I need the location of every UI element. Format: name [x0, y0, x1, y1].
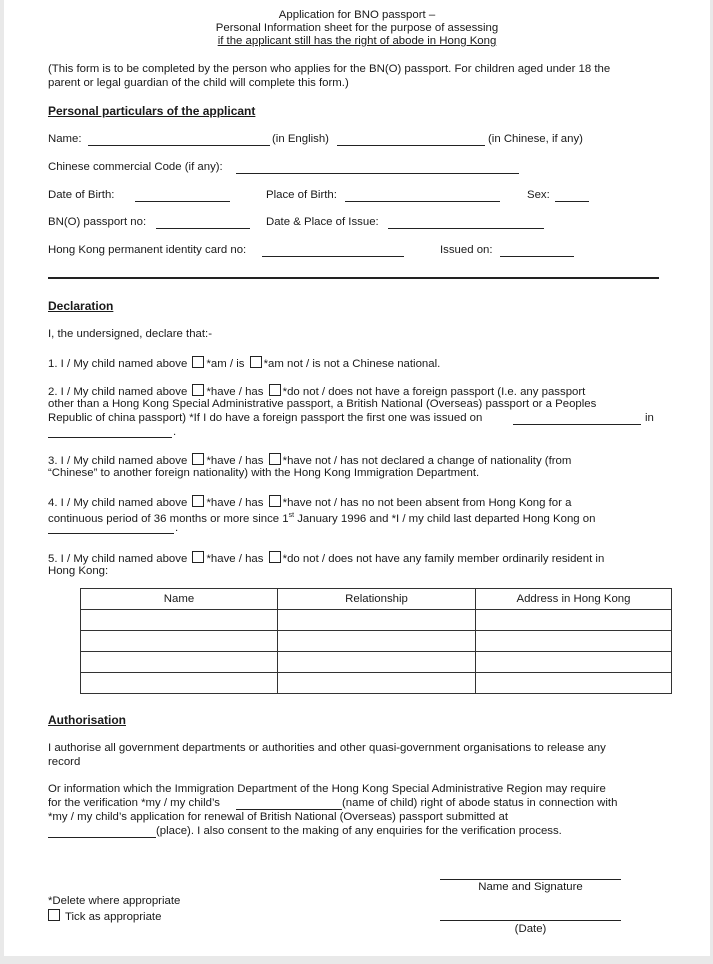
- item-2-line-3: Republic of china passport) *If I do have a foreign passport the first one was issued on: [48, 412, 483, 424]
- item-2-prefix: 2. I / My child named above: [48, 386, 188, 398]
- table-row: [81, 673, 672, 694]
- issue-label: Date & Place of Issue:: [266, 216, 379, 228]
- item-4-line-2a: continuous period of 36 months or more since 1: [48, 512, 289, 525]
- item-5-prefix: 5. I / My child named above: [48, 553, 188, 565]
- table-cell-address[interactable]: [476, 673, 672, 694]
- delete-note: *Delete where appropriate: [48, 895, 181, 907]
- tick-note: [48, 909, 161, 925]
- name-signature-field[interactable]: [440, 879, 621, 880]
- item-2-option-have: *have / has: [206, 386, 264, 398]
- table-row: [81, 610, 672, 631]
- item-4-prefix: 4. I / My child named above: [48, 497, 188, 509]
- item-2-end: .: [173, 426, 177, 438]
- item-2-checkbox-have[interactable]: [192, 384, 204, 396]
- item-2-in-word: in: [645, 412, 654, 424]
- date-label: (Date): [514, 923, 547, 935]
- table-cell-name[interactable]: [81, 673, 278, 694]
- item-4-option-have: *have / has: [206, 497, 264, 509]
- column-header-name: Name: [81, 589, 278, 610]
- table-row: [81, 652, 672, 673]
- table-cell-name[interactable]: [81, 652, 278, 673]
- pob-label: Place of Birth:: [266, 189, 337, 201]
- table-cell-relationship[interactable]: [278, 610, 476, 631]
- item-5-checkbox-do-not[interactable]: [269, 551, 281, 563]
- authorisation-p2-line-3: *my / my child’s application for renewal of British National (Overseas) passport submitted at: [48, 811, 509, 823]
- column-header-relationship: Relationship: [278, 589, 476, 610]
- item-4-checkbox-have[interactable]: [192, 495, 204, 507]
- issue-field[interactable]: [388, 228, 544, 229]
- item-4-superscript: st: [288, 512, 295, 519]
- in-english-label: (in English): [272, 133, 329, 145]
- table-cell-relationship[interactable]: [278, 652, 476, 673]
- passport-label: BN(O) passport no:: [48, 216, 147, 228]
- item-3-option-have-not: *have not / has not declared a change of nationality (from: [282, 455, 572, 467]
- form-title: Application for BNO passport –: [278, 9, 436, 21]
- item-3-line-2: “Chinese” to another foreign nationality) with the Hong Kong Immigration Department.: [48, 467, 480, 479]
- item-2-line-2: other than a Hong Kong Special Administrative passport, a British National (Overseas) passport or a Peoples: [48, 398, 597, 410]
- item-5-option-have: *have / has: [206, 553, 264, 565]
- date-field[interactable]: [440, 920, 621, 921]
- form-subtitle: Personal Information sheet for the purpose of assessing: [215, 22, 499, 34]
- issued-on-field[interactable]: [500, 256, 574, 257]
- form-page: [4, 0, 710, 956]
- authorisation-p2-line-2a: for the verification *my / my child’s: [48, 797, 220, 809]
- table-cell-name[interactable]: [81, 631, 278, 652]
- table-cell-name[interactable]: [81, 610, 278, 631]
- item-1-checkbox-am[interactable]: [192, 356, 204, 368]
- item-4-option-have-not: *have not / has no not been absent from Hong Kong for a: [282, 497, 572, 509]
- table-cell-relationship[interactable]: [278, 673, 476, 694]
- item-1-option-am-not: *am not / is not a Chinese national.: [263, 358, 441, 370]
- hkid-label: Hong Kong permanent identity card no:: [48, 244, 247, 256]
- item-5-line-2: Hong Kong:: [48, 565, 109, 577]
- name-signature-label: Name and Signature: [478, 881, 583, 893]
- intro-line-2: parent or legal guardian of the child will complete this form.): [48, 77, 349, 89]
- ccc-field[interactable]: [236, 173, 519, 174]
- section-heading-particulars: Personal particulars of the applicant: [48, 104, 256, 118]
- last-departed-date-field[interactable]: [48, 533, 174, 534]
- declaration-item-5: [48, 551, 604, 567]
- item-1-checkbox-am-not[interactable]: [250, 356, 262, 368]
- item-2-checkbox-do-not[interactable]: [269, 384, 281, 396]
- item-4-checkbox-have-not[interactable]: [269, 495, 281, 507]
- item-1-prefix: 1. I / My child named above: [48, 358, 188, 370]
- item-5-option-do-not: *do not / does not have any family member ordinarily resident in: [282, 553, 605, 565]
- table-header-row: [81, 589, 672, 610]
- in-chinese-label: (in Chinese, if any): [488, 133, 583, 145]
- item-4-end: .: [175, 522, 179, 534]
- item-3-checkbox-have-not[interactable]: [269, 453, 281, 465]
- authorisation-p2-line-4: (place). I also consent to the making of any enquiries for the verification process.: [156, 825, 562, 837]
- table-cell-address[interactable]: [476, 652, 672, 673]
- family-members-table: [80, 588, 672, 694]
- name-english-field[interactable]: [88, 145, 270, 146]
- child-name-field[interactable]: [236, 809, 342, 810]
- passport-field[interactable]: [156, 228, 250, 229]
- item-3-prefix: 3. I / My child named above: [48, 455, 188, 467]
- foreign-passport-place-field[interactable]: [48, 437, 172, 438]
- item-4-line-2: [48, 509, 595, 526]
- ccc-label: Chinese commercial Code (if any):: [48, 161, 223, 173]
- column-header-address: Address in Hong Kong: [476, 589, 672, 610]
- item-3-checkbox-have[interactable]: [192, 453, 204, 465]
- declaration-item-1: [48, 356, 440, 372]
- pob-field[interactable]: [345, 201, 500, 202]
- authorisation-p1-line-1: I authorise all government departments or authorities and other quasi-government organisations to release any: [48, 742, 606, 754]
- authorisation-p2-line-2b: (name of child) right of abode status in connection with: [342, 797, 618, 809]
- table-row: [81, 631, 672, 652]
- authorisation-p2-line-1: Or information which the Immigration Department of the Hong Kong Special Administrative Region may require: [48, 783, 606, 795]
- foreign-passport-date-field[interactable]: [513, 424, 641, 425]
- sex-label: Sex:: [527, 189, 550, 201]
- declaration-intro: I, the undersigned, declare that:-: [48, 328, 213, 340]
- item-3-option-have: *have / has: [206, 455, 264, 467]
- dob-label: Date of Birth:: [48, 189, 115, 201]
- intro-line-1: (This form is to be completed by the person who applies for the BN(O) passport. For children aged under 18 the: [48, 63, 611, 75]
- authorisation-p1-line-2: record: [48, 756, 81, 768]
- table-cell-address[interactable]: [476, 610, 672, 631]
- table-cell-address[interactable]: [476, 631, 672, 652]
- section-divider: [48, 277, 659, 279]
- hkid-field[interactable]: [262, 256, 404, 257]
- item-5-checkbox-have[interactable]: [192, 551, 204, 563]
- sex-field[interactable]: [555, 201, 589, 202]
- item-4-line-2b: January 1996 and *I / my child last departed Hong Kong on: [294, 512, 596, 525]
- dob-field[interactable]: [135, 201, 230, 202]
- section-heading-authorisation: Authorisation: [48, 713, 126, 727]
- name-chinese-field[interactable]: [337, 145, 485, 146]
- item-1-option-am: *am / is: [206, 358, 245, 370]
- name-label: Name:: [48, 133, 82, 145]
- table-cell-relationship[interactable]: [278, 631, 476, 652]
- tick-legend-checkbox-icon: [48, 909, 60, 921]
- submission-place-field[interactable]: [48, 837, 156, 838]
- item-2-option-do-not: *do not / does not have a foreign passport (I.e. any passport: [282, 386, 586, 398]
- section-heading-declaration: Declaration: [48, 299, 114, 313]
- tick-note-label: Tick as appropriate: [64, 911, 162, 923]
- form-subtitle-condition: if the applicant still has the right of abode in Hong Kong: [217, 35, 497, 47]
- issued-on-label: Issued on:: [440, 244, 493, 256]
